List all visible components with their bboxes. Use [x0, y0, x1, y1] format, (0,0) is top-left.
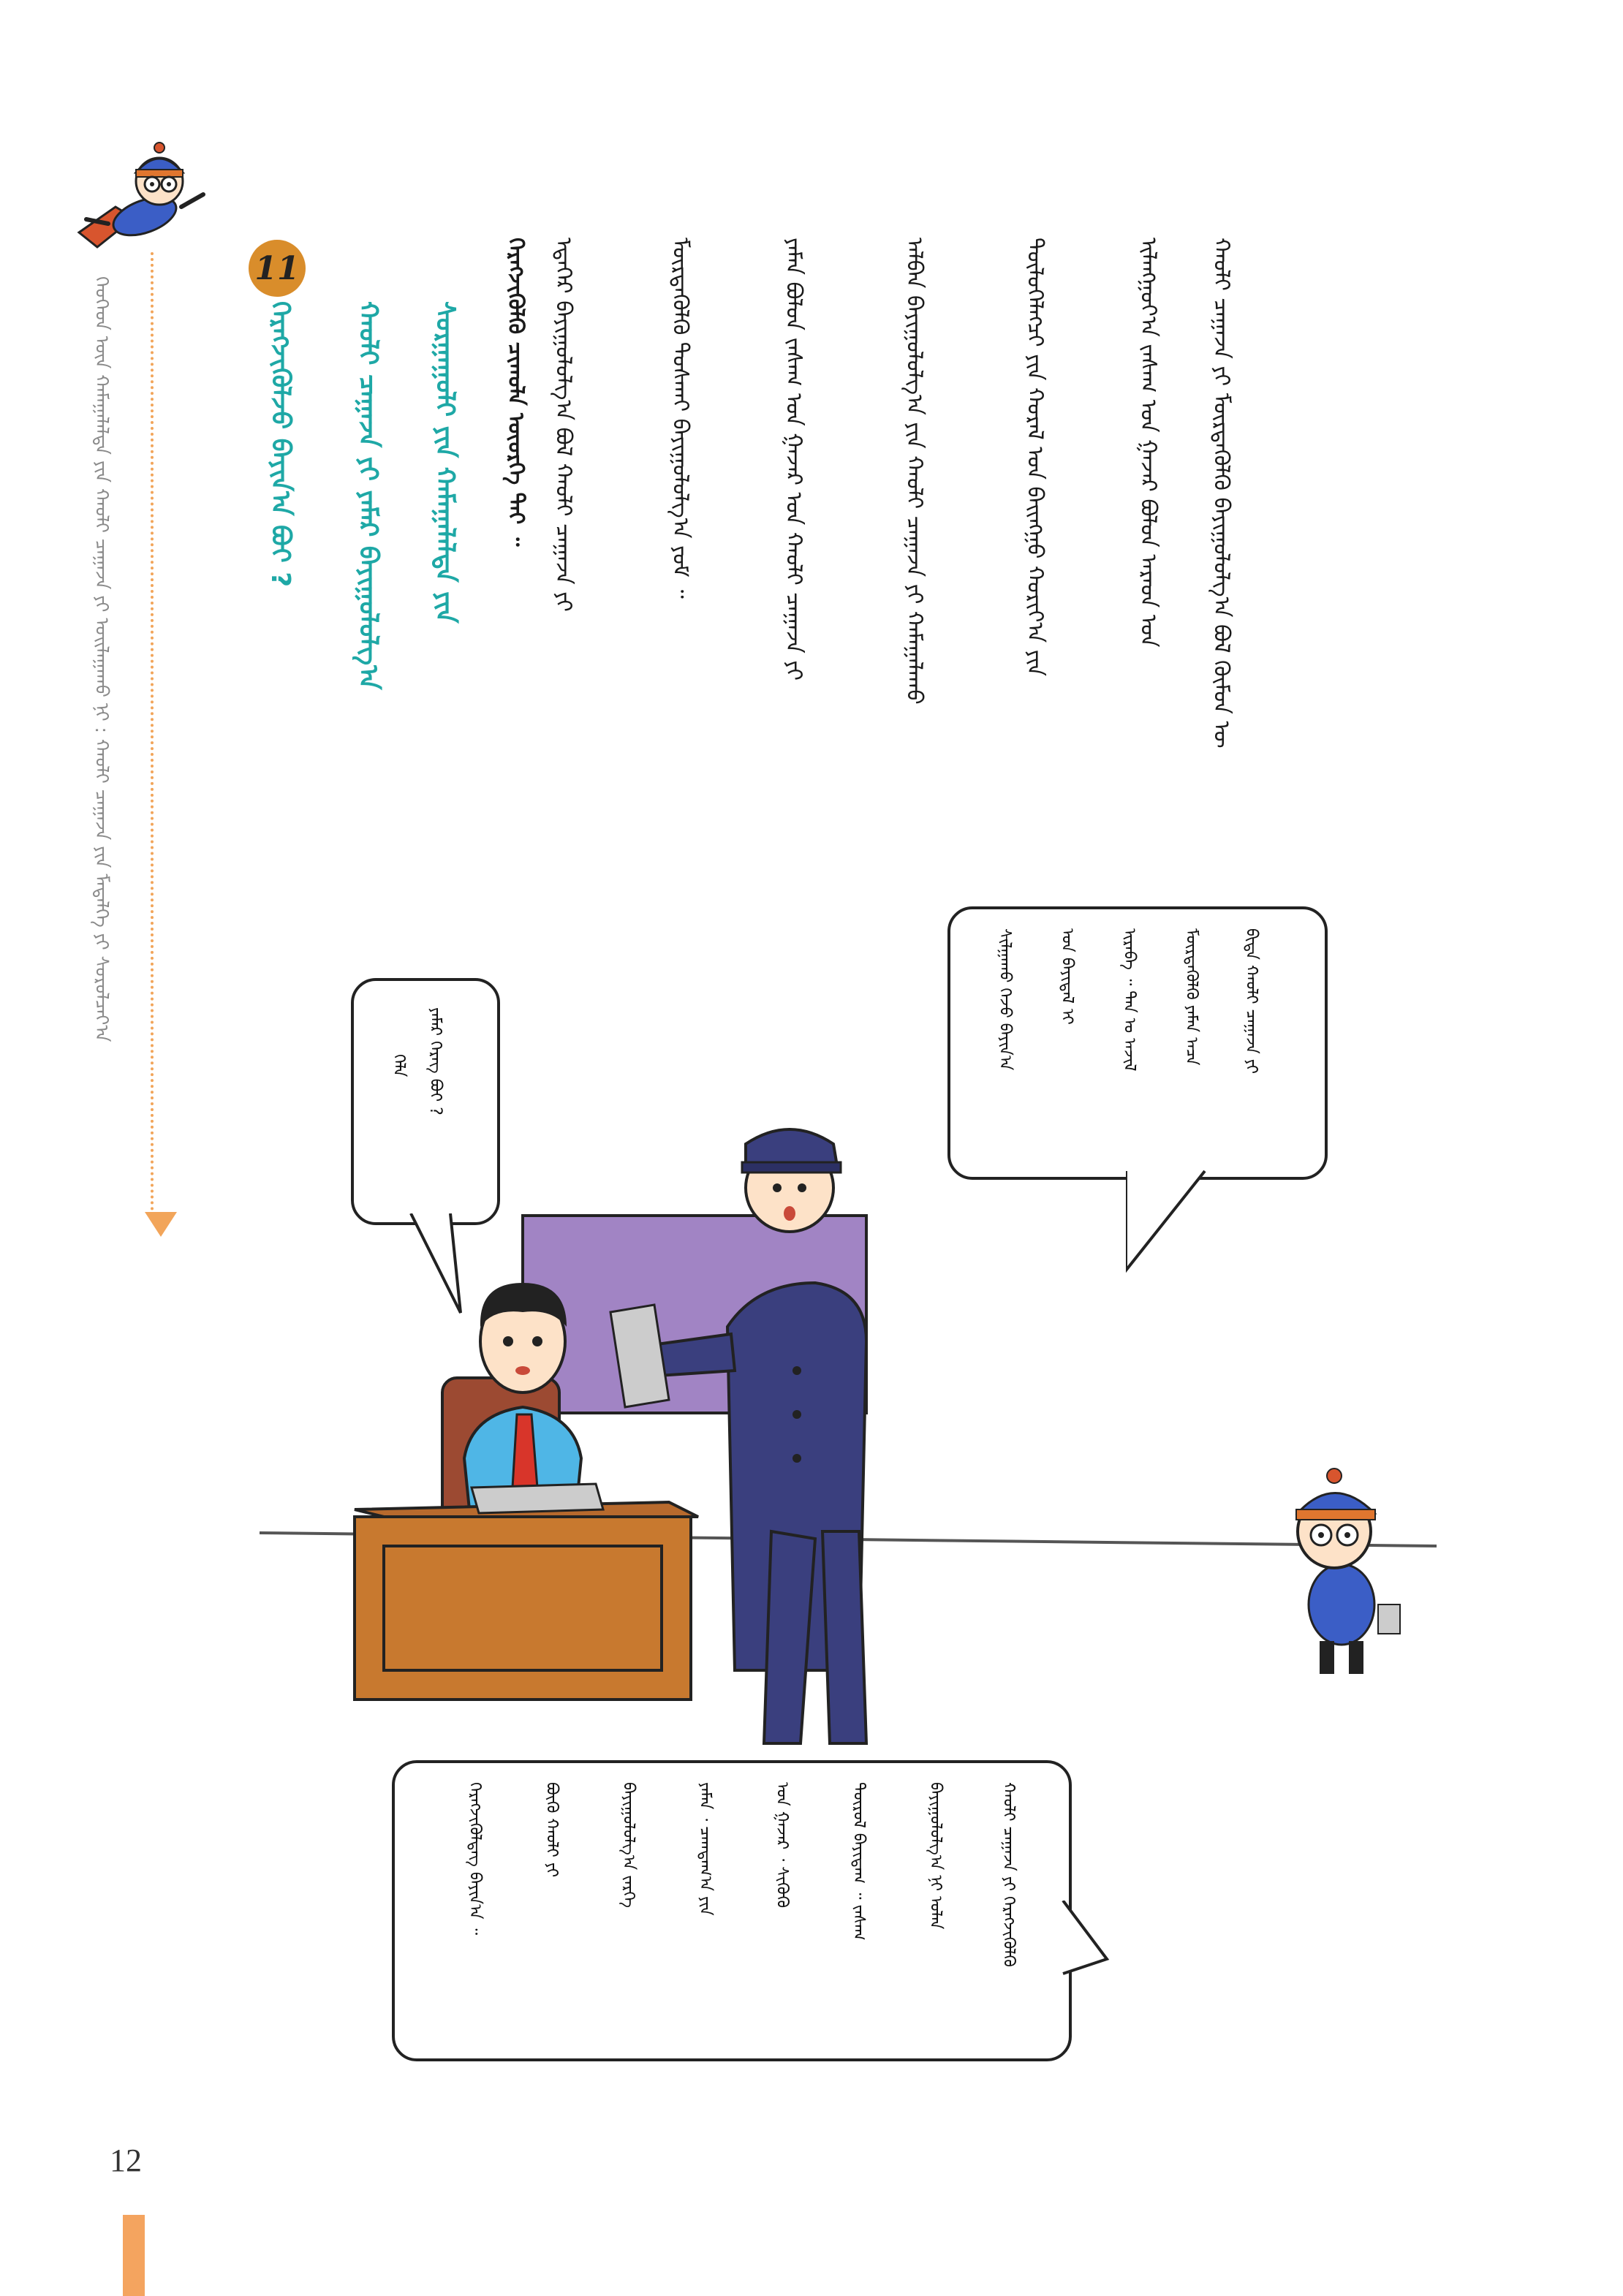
- speech-bubble-tail-boy: [1060, 1901, 1111, 1981]
- officer-line-5: ᠰᠢᠯᠭᠠᠬᠤ ᠭᠡᠵᠦ ᠪᠠᠶᠢᠨ᠎ᠠ: [996, 928, 1014, 1071]
- boy-line-7: ᠪᠦᠬᠦ ᠬᠠᠤᠯᠢ ᠶᠢ: [542, 1782, 561, 1878]
- boy-line-4: ᠤᠨ ᠭᠠᠵᠠᠷ ᠂ ᠰᠢᠭᠦᠬᠦ: [773, 1782, 791, 1909]
- desk-man-line-2: ᠬᠡᠯᠡ: [390, 1054, 408, 1077]
- speech-bubble-tail-officer: [1126, 1168, 1206, 1278]
- header-divider: [151, 252, 154, 1217]
- question-line-3: ᠬᠡᠷᠡᠭᠵᠢᠭᠦᠯᠵᠦ ᠪᠠᠶᠢᠨ᠎ᠠ ᠪᠤᠢ ?: [265, 301, 295, 588]
- boy-line-5: ᠶᠠᠮᠠᠨ ᠂ ᠴᠠᠭᠳᠠᠭ᠎ᠠ ᠶᠢᠨ: [696, 1782, 714, 1916]
- speech-bubble-desk-man: [351, 978, 500, 1225]
- speech-bubble-boy: [392, 1760, 1072, 2061]
- question-number-badge: 11: [249, 240, 306, 297]
- body-column-6: ᠮᠥᠷᠳᠡᠭᠦᠯᠬᠦ ᠲᠤᠰᠬᠠᠢ ᠪᠠᠶᠢᠭᠤᠯᠤᠯᠭ᠎ᠠ ᠶᠤᠮ ᠃: [667, 238, 693, 599]
- speech-bubble-tail-desk-man: [409, 1213, 468, 1316]
- boy-line-8: ᠬᠡᠷᠡᠭᠵᠢᠭᠦᠯᠳᠡᠭ ᠪᠠᠶᠢᠨ᠎ᠠ ᠃: [466, 1782, 484, 1936]
- body-column-7: ᠡᠳᠡᠭᠡᠷ ᠪᠠᠶᠢᠭᠤᠯᠤᠯᠭ᠎ᠠ ᠪᠤᠯ ᠬᠠᠤᠯᠢ ᠴᠠᠭᠠᠵᠠ ᠶᠢ: [551, 238, 576, 612]
- boy-line-1: ᠬᠠᠤᠯᠢ ᠴᠠᠭᠠᠵᠠ ᠶᠢ ᠬᠡᠷᠡᠭᠵᠢᠭᠦᠯᠬᠦ: [999, 1782, 1018, 1967]
- officer-line-2: ᠮᠥᠷᠳᠡᠭᠦᠯᠬᠦ ᠶᠠᠮᠠᠨ ᠠᠴᠠ: [1182, 928, 1200, 1066]
- question-line-1: ᠰᠤᠷᠭᠠᠭᠤᠯᠢ ᠶᠢᠨ ᠬᠠᠮᠠᠭᠠᠯᠠᠯᠳᠠ ᠶᠢᠨ: [430, 301, 460, 624]
- body-column-3: ᠲᠥᠯᠦᠭᠡᠯᠡᠭᠴᠢ ᠶᠢᠨ ᠬᠤᠷᠠᠯ ᠤᠨ ᠪᠠᠢᠩᠭᠤ ᠬᠣᠷᠢᠶ᠎ᠠ ᠶᠢᠨ: [1022, 238, 1048, 677]
- page-number: 12: [110, 2142, 142, 2178]
- body-column-1: ᠬᠠᠤᠯᠢ ᠴᠠᠭᠠᠵᠠ ᠶᠢ ᠮᠥᠷᠳᠡᠭᠦᠯᠬᠦ ᠪᠠᠶᠢᠭᠤᠯᠤᠯᠭ᠎ᠠ ᠪᠤᠯ ᠬᠦᠮᠦᠨ ᠦ: [1208, 238, 1234, 749]
- officer-line-3: ᠢᠷᠡᠪᠡ ᠃ ᠲᠠᠨ ᠤ ᠠᠵᠢᠯ: [1120, 928, 1138, 1072]
- page-accent-bar: [123, 2215, 145, 2296]
- boy-line-3: ᠲᠥᠷᠦᠯ ᠪᠠᠶᠢᠳᠠᠭ ᠃ ᠵᠠᠰᠠᠭ: [850, 1782, 868, 1941]
- boy-line-2: ᠪᠠᠶᠢᠭᠤᠯᠤᠯᠭ᠎ᠠ ᠨᠢ ᠣᠯᠠᠨ: [926, 1782, 945, 1930]
- officer-line-4: ᠤᠨ ᠪᠠᠶᠢᠳᠠᠯ ᠢ: [1058, 928, 1076, 1025]
- speech-bubble-officer: [947, 906, 1328, 1180]
- flying-boy-mascot-icon: [64, 137, 218, 262]
- running-header: ᠬᠡᠦᠬᠡᠳ ᠦᠨ ᠬᠠᠮᠠᠭᠠᠯᠠᠯᠳᠠ ᠶᠢᠨ ᠬᠠᠤᠯᠢ ᠴᠠᠭᠠᠵᠠ ᠶᠢ ᠤᠢᠯᠠᠭᠠᠬᠤ ᠨᠢ : ᠬᠠᠤᠯᠢ ᠴᠠᠭᠠᠵᠠ ᠶᠢᠨ ᠮᠡᠳᠡᠯᠭᠡ ᠶᠢ ᠰᠤᠷᠤᠯᠴᠠᠶ᠎ᠠ: [91, 276, 113, 1042]
- desk-man-line-1: ᠶᠠᠮᠠᠷ ᠬᠡᠷᠡᠭ ᠪᠤᠢ ?: [426, 1007, 444, 1115]
- body-column-4: ᠠᠯᠪᠠᠨ ᠪᠠᠶᠢᠭᠤᠯᠤᠯᠭ᠎ᠠ ᠶᠢᠨ ᠬᠠᠤᠯᠢ ᠴᠠᠭᠠᠵᠠ ᠶᠢ ᠬᠠᠮᠠᠭᠠᠯᠠᠬᠤ: [901, 238, 927, 705]
- header-arrow-icon: [145, 1212, 177, 1237]
- body-column-2: ᠢᠯᠠᠩᠭᠤᠶ᠎ᠠ ᠵᠠᠰᠠᠭ ᠤᠨ ᠭᠠᠵᠠᠷ ᠪᠤᠯᠤᠨ ᠠᠷᠠᠳ ᠤᠨ: [1135, 238, 1161, 648]
- body-column-8: ᠬᠡᠷᠡᠭᠵᠢᠭᠦᠯᠬᠦ ᠴᠢᠬᠤᠯᠠ ᠦᠦᠷᠭᠡ ᠲᠠᠢ ᠃: [503, 238, 529, 547]
- boy-line-6: ᠪᠠᠶᠢᠭᠤᠯᠤᠯᠭ᠎ᠠ ᠵᠡᠷᠭᠡ: [619, 1782, 638, 1909]
- question-line-2: ᠬᠠᠤᠯᠢ ᠴᠠᠭᠠᠵᠠ ᠶᠢ ᠶᠠᠮᠠᠷ ᠪᠠᠶᠢᠭᠤᠯᠤᠯᠭ᠎ᠠ: [353, 301, 383, 690]
- officer-line-1: ᠪᠢᠳᠡ ᠬᠠᠤᠯᠢ ᠴᠠᠭᠠᠵᠠ ᠶᠢ: [1242, 928, 1260, 1075]
- body-column-5: ᠶᠠᠮᠠᠨ ᠪᠤᠯᠤᠨ ᠵᠠᠰᠠᠭ ᠤᠨ ᠭᠠᠵᠠᠷ ᠤᠨ ᠬᠠᠤᠯᠢ ᠴᠠᠭᠠᠵᠠ ᠶᠢ: [781, 238, 806, 681]
